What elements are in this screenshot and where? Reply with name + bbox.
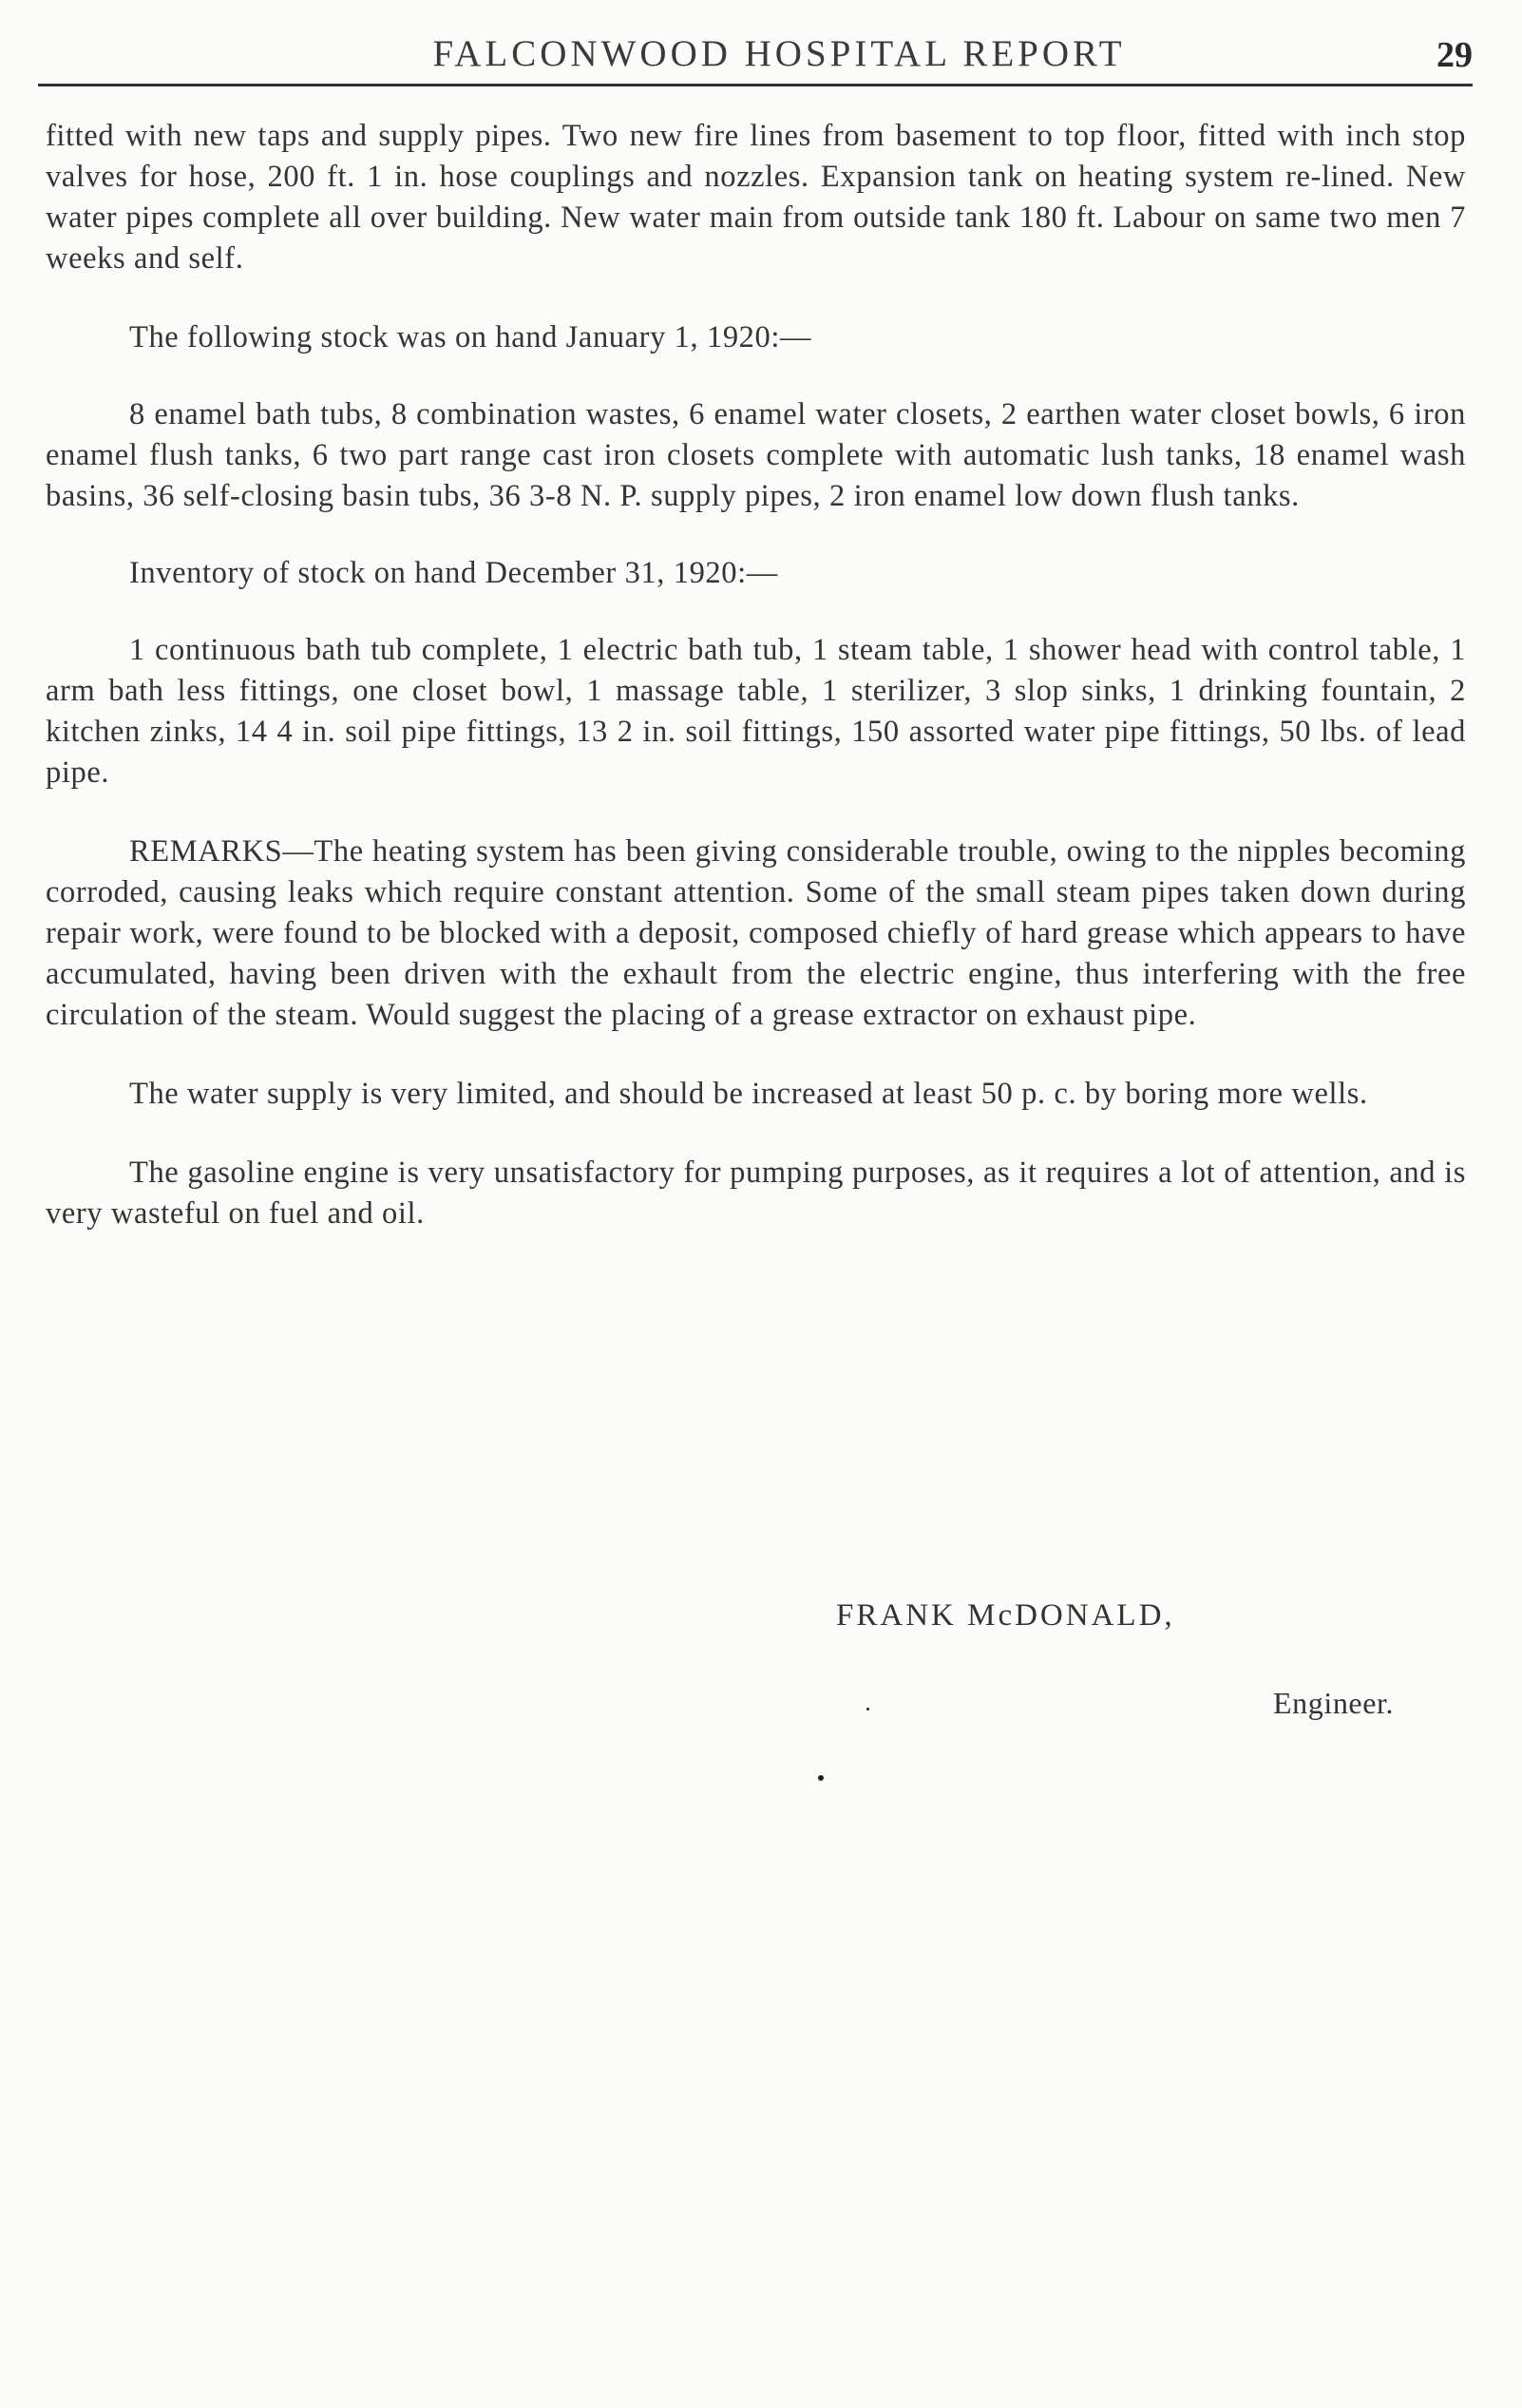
paragraph-stock-heading-january: The following stock was on hand January 1, 1920:— <box>129 320 812 354</box>
paragraph-work-done: fitted with new taps and supply pipes. Two new fire lines from basement to top floor, fitted with inch stop valves for hose, 200 ft. 1 in. hose couplings and nozzles. Expansion tank on heating system re-lined. New water pipes complete all over building. New water main from outside tank 180 ft. Labour on same two men 7 weeks and self. <box>46 119 1466 276</box>
signature-title: Engineer. <box>1273 1686 1395 1720</box>
paragraph-inventory-heading-december: Inventory of stock on hand December 31, 1920:— <box>129 556 778 590</box>
paragraph-remarks: REMARKS—The heating system has been giving considerable trouble, owing to the nipples becoming corroded, causing leaks which require constant attention. Some of the small steam pipes taken down during repair work, were found to be blocked with a deposit, composed chiefly of hard grease which appears to have accumulated, having been driven with the exhault from the electric engine, thus interfering with the free circulation of the steam. Would suggest the placing of a grease extractor on exhaust pipe. <box>46 834 1466 1032</box>
page-number: 29 <box>1436 35 1473 75</box>
header-rule <box>38 84 1473 86</box>
paragraph-stock-list-january: 8 enamel bath tubs, 8 combination wastes, 6 enamel water closets, 2 earthen water closet bowls, 6 iron enamel flush tanks, 6 two part range cast iron closets complete with automatic lush tanks, 18 enamel wash basins, 36 self-closing basin tubs, 36 3-8 N. P. supply pipes, 2 iron enamel low down flush tanks. <box>46 397 1466 513</box>
paragraph-gasoline-engine: The gasoline engine is very unsatisfactory for pumping purposes, as it requires a lot of attention, and is very wasteful on fuel and oil. <box>46 1156 1466 1231</box>
paragraph-inventory-list-december: 1 continuous bath tub complete, 1 electric bath tub, 1 steam table, 1 shower head with control table, 1 arm bath less fittings, one closet bowl, 1 massage table, 1 sterilizer, 3 slop sinks, 1 drinking fountain, 2 kitchen zinks, 14 4 in. soil pipe fittings, 13 2 in. soil fittings, 150 assorted water pipe fittings, 50 lbs. of lead pipe. <box>46 633 1466 790</box>
ink-speck <box>866 1708 869 1710</box>
running-title: FALCONWOOD HOSPITAL REPORT <box>432 33 1126 74</box>
running-header <box>38 32 1473 89</box>
ink-speck <box>818 1775 824 1781</box>
report-body <box>46 116 1466 1272</box>
paragraph-water-supply: The water supply is very limited, and should be increased at least 50 p. c. by boring more wells. <box>129 1077 1368 1111</box>
signature-name: FRANK McDONALD, <box>836 1598 1175 1633</box>
